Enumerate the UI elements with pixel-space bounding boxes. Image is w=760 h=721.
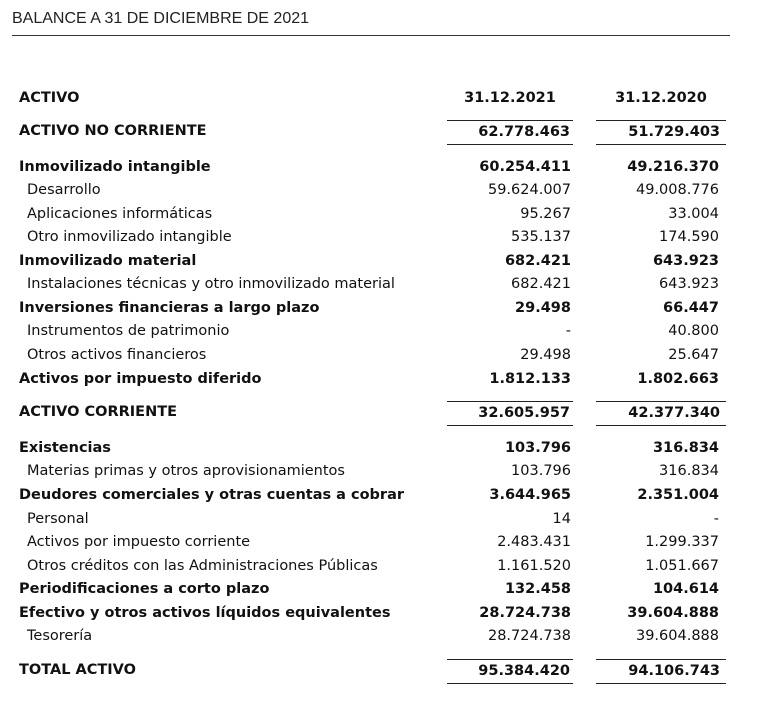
value-2021: 29.498 xyxy=(520,347,571,363)
row-label: Periodificaciones a corto plazo xyxy=(19,581,270,597)
value-2020: 1.802.663 xyxy=(637,371,719,387)
value-2021: 682.421 xyxy=(511,276,571,292)
value-2020: 316.834 xyxy=(652,440,719,456)
row-label: Otros créditos con las Administraciones Públicas xyxy=(27,558,378,574)
row-activos-impuesto-diferido xyxy=(0,368,760,391)
value-2021: 29.498 xyxy=(515,300,571,316)
row-efectivo-liquidos xyxy=(0,602,760,625)
row-label: TOTAL ACTIVO xyxy=(19,662,136,678)
row-label: Otros activos financieros xyxy=(27,347,207,363)
row-label: Otro inmovilizado intangible xyxy=(27,229,232,245)
value-2021: 59.624.007 xyxy=(487,182,571,198)
row-label: Existencias xyxy=(19,440,111,456)
row-tesoreria xyxy=(0,625,760,648)
row-label: Personal xyxy=(27,511,89,527)
row-label: Activos por impuesto diferido xyxy=(19,371,262,387)
row-activo-corriente xyxy=(0,401,760,424)
value-2020: 1.299.337 xyxy=(645,534,719,550)
column-header-2020: 31.12.2020 xyxy=(615,90,707,106)
value-2021: 28.724.738 xyxy=(479,605,571,621)
value-2020: 174.590 xyxy=(659,229,719,245)
value-2021: 95.384.420 xyxy=(447,659,573,684)
value-2021: 60.254.411 xyxy=(479,159,571,175)
row-label: Instrumentos de patrimonio xyxy=(27,323,230,339)
row-inmovilizado-intangible xyxy=(0,156,760,179)
row-aplicaciones-informaticas xyxy=(0,203,760,226)
value-2021: 535.137 xyxy=(511,229,571,245)
value-2020: 39.604.888 xyxy=(635,628,719,644)
value-2021: 103.796 xyxy=(504,440,571,456)
row-label: Inmovilizado material xyxy=(19,253,197,269)
value-2020: 2.351.004 xyxy=(637,487,719,503)
value-2021: 1.812.133 xyxy=(489,371,571,387)
value-2020: 643.923 xyxy=(652,253,719,269)
row-instalaciones-tecnicas xyxy=(0,273,760,296)
value-2020: 49.216.370 xyxy=(627,159,719,175)
row-inversiones-financieras-lp xyxy=(0,297,760,320)
value-2021: 1.161.520 xyxy=(497,558,571,574)
value-2021: - xyxy=(565,323,571,339)
document-title: BALANCE A 31 DE DICIEMBRE DE 2021 xyxy=(12,9,730,36)
row-activos-impuesto-corriente xyxy=(0,531,760,554)
value-2020: 316.834 xyxy=(659,463,719,479)
value-2020: 40.800 xyxy=(668,323,719,339)
row-label: Instalaciones técnicas y otro inmovilizado material xyxy=(27,276,395,292)
row-existencias xyxy=(0,437,760,460)
row-instrumentos-de-patrimonio xyxy=(0,320,760,343)
value-2021: 62.778.463 xyxy=(447,120,573,145)
value-2020: 51.729.403 xyxy=(596,120,726,145)
value-2020: 66.447 xyxy=(663,300,719,316)
row-label: ACTIVO NO CORRIENTE xyxy=(19,123,207,139)
value-2020: 42.377.340 xyxy=(596,401,726,426)
value-2020: 33.004 xyxy=(668,206,719,222)
value-2020: - xyxy=(713,511,719,527)
value-2021: 14 xyxy=(552,511,571,527)
row-deudores-comerciales xyxy=(0,484,760,507)
row-periodificaciones-cp xyxy=(0,578,760,601)
row-label: Efectivo y otros activos líquidos equivalentes xyxy=(19,605,391,621)
row-label: Tesorería xyxy=(27,628,93,644)
row-inmovilizado-material xyxy=(0,250,760,273)
value-2020: 1.051.667 xyxy=(645,558,719,574)
value-2020: 94.106.743 xyxy=(596,659,726,684)
row-otros-activos-financieros xyxy=(0,344,760,367)
row-label: ACTIVO CORRIENTE xyxy=(19,404,178,420)
row-label: Inversiones financieras a largo plazo xyxy=(19,300,320,316)
value-2021: 132.458 xyxy=(504,581,571,597)
value-2021: 2.483.431 xyxy=(497,534,571,550)
value-2020: 49.008.776 xyxy=(635,182,719,198)
value-2020: 39.604.888 xyxy=(627,605,719,621)
column-header-2021: 31.12.2021 xyxy=(464,90,556,106)
row-total-activo xyxy=(0,659,760,682)
value-2021: 103.796 xyxy=(511,463,571,479)
value-2021: 95.267 xyxy=(520,206,571,222)
value-2020: 104.614 xyxy=(652,581,719,597)
row-label: Aplicaciones informáticas xyxy=(27,206,213,222)
row-label: Deudores comerciales y otras cuentas a cobrar xyxy=(19,487,405,503)
value-2021: 28.724.738 xyxy=(487,628,571,644)
row-materias-primas xyxy=(0,460,760,483)
column-header-row xyxy=(0,86,760,110)
row-label: Activos por impuesto corriente xyxy=(27,534,251,550)
row-label: Materias primas y otros aprovisionamientos xyxy=(27,463,345,479)
row-personal xyxy=(0,508,760,531)
row-desarrollo xyxy=(0,179,760,202)
value-2021: 3.644.965 xyxy=(489,487,571,503)
section-header-activo: ACTIVO xyxy=(19,90,80,106)
value-2021: 32.605.957 xyxy=(447,401,573,426)
value-2020: 25.647 xyxy=(668,347,719,363)
row-label: Inmovilizado intangible xyxy=(19,159,211,175)
value-2020: 643.923 xyxy=(659,276,719,292)
row-otro-inmovilizado-intangible xyxy=(0,226,760,249)
value-2021: 682.421 xyxy=(504,253,571,269)
row-activo-no-corriente xyxy=(0,120,760,143)
row-otros-creditos-administraciones xyxy=(0,555,760,578)
row-label: Desarrollo xyxy=(27,182,101,198)
